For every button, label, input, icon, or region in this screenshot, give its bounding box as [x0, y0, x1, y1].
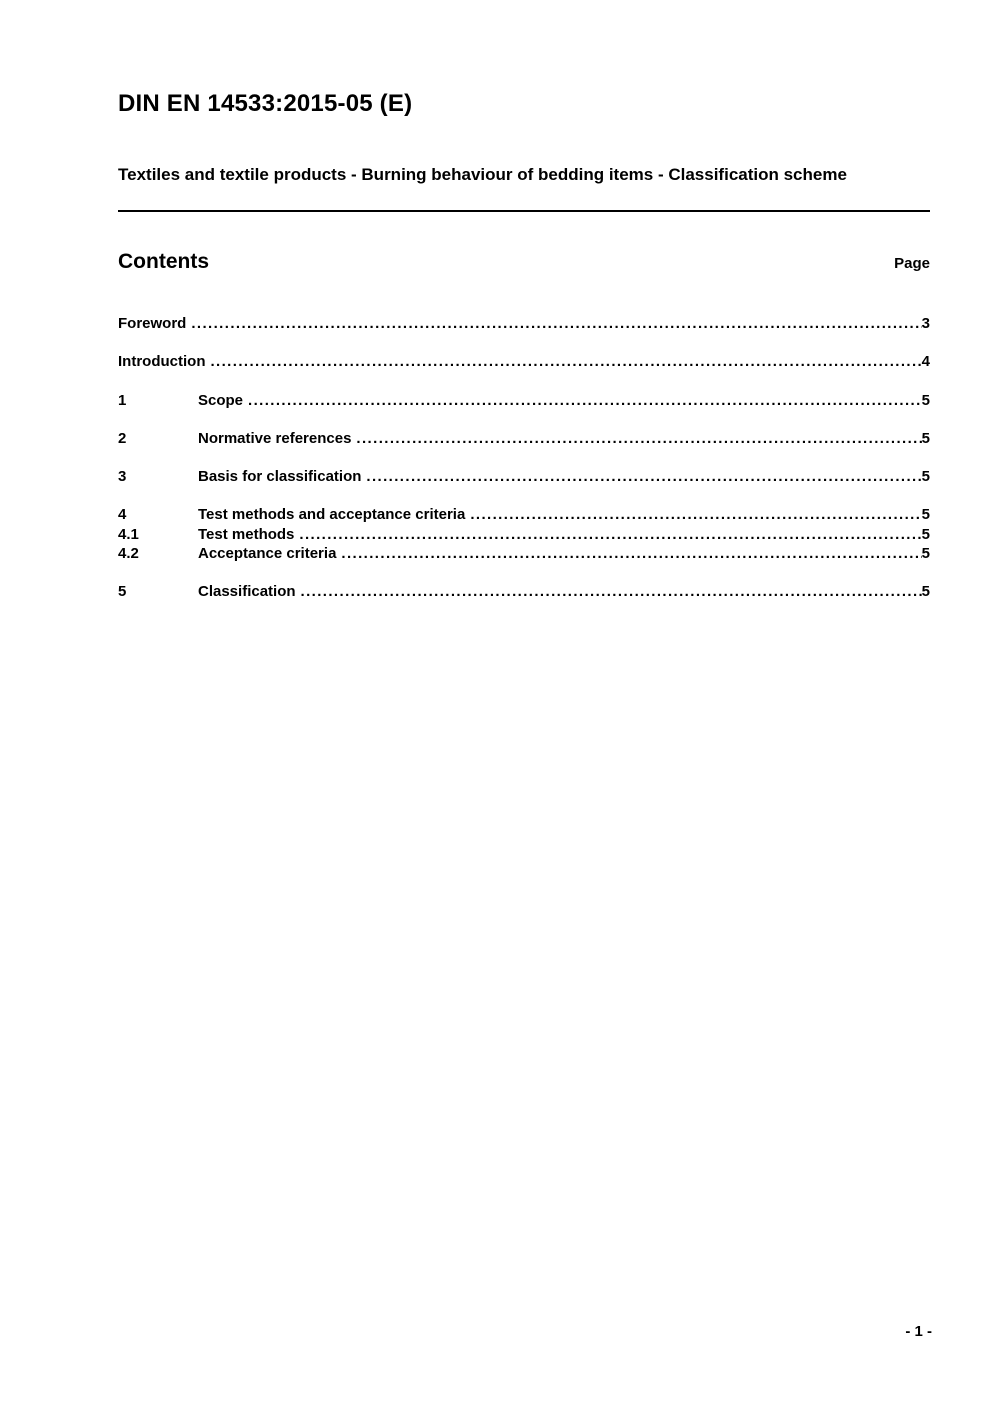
contents-heading: Contents	[118, 250, 209, 273]
toc-row-foreword	[118, 314, 930, 333]
toc-row-scope	[118, 391, 930, 410]
toc-entry-page: 5	[921, 545, 930, 563]
toc-entry-title: Foreword	[118, 315, 187, 332]
toc-entry-number: 5	[118, 583, 127, 601]
toc-entry-number: 1	[118, 391, 127, 409]
toc-entry-title: Test methods and acceptance criteria	[198, 506, 466, 524]
toc-row-basis-for-classification	[118, 467, 930, 486]
toc-entry-title: Scope	[198, 391, 244, 409]
toc-entry-title: Introduction	[118, 353, 206, 371]
toc-dot-leader	[470, 505, 921, 524]
toc-dot-leader	[248, 391, 922, 410]
toc-entry-number: 2	[118, 429, 127, 447]
toc-row-acceptance-criteria	[118, 544, 930, 563]
toc-dot-leader	[341, 544, 921, 563]
toc-dot-leader	[366, 467, 921, 486]
toc-entry-page: 5	[921, 468, 930, 486]
page-column-label: Page	[894, 255, 930, 272]
table-of-contents	[118, 314, 930, 602]
title-divider	[118, 210, 930, 212]
toc-row-normative-references	[118, 429, 930, 448]
contents-header-row	[118, 250, 930, 274]
toc-dot-leader	[191, 314, 921, 333]
toc-entry-page: 3	[921, 315, 930, 332]
toc-entry-page: 5	[921, 391, 930, 409]
toc-entry-title: Classification	[198, 583, 296, 601]
doc-code-heading: DIN EN 14533:2015-05 (E)	[118, 90, 413, 117]
toc-entry-page: 4	[921, 353, 930, 371]
toc-row-test-methods	[118, 525, 930, 544]
toc-entry-title: Acceptance criteria	[198, 545, 337, 563]
toc-dot-leader	[356, 429, 921, 448]
toc-entry-number: 4.1	[118, 525, 139, 543]
toc-entry-number: 4	[118, 506, 127, 524]
toc-entry-title: Basis for classification	[198, 468, 362, 486]
toc-dot-leader	[299, 525, 921, 544]
toc-entry-page: 5	[921, 525, 930, 543]
toc-entry-page: 5	[921, 583, 930, 601]
toc-dot-leader	[210, 352, 921, 371]
toc-entry-number: 3	[118, 468, 127, 486]
page-number-footer: - 1 -	[905, 1323, 932, 1340]
toc-entry-page: 5	[921, 506, 930, 524]
toc-entry-title: Test methods	[198, 525, 295, 543]
toc-entry-page: 5	[921, 429, 930, 447]
toc-row-test-methods-and-acceptance-criteria	[118, 505, 930, 524]
toc-dot-leader	[301, 582, 922, 601]
doc-title: Textiles and textile products - Burning behaviour of bedding items - Classification scheme	[118, 165, 847, 184]
toc-entry-title: Normative references	[198, 429, 352, 447]
toc-entry-number: 4.2	[118, 545, 139, 563]
toc-row-introduction	[118, 352, 930, 371]
toc-row-classification	[118, 582, 930, 601]
